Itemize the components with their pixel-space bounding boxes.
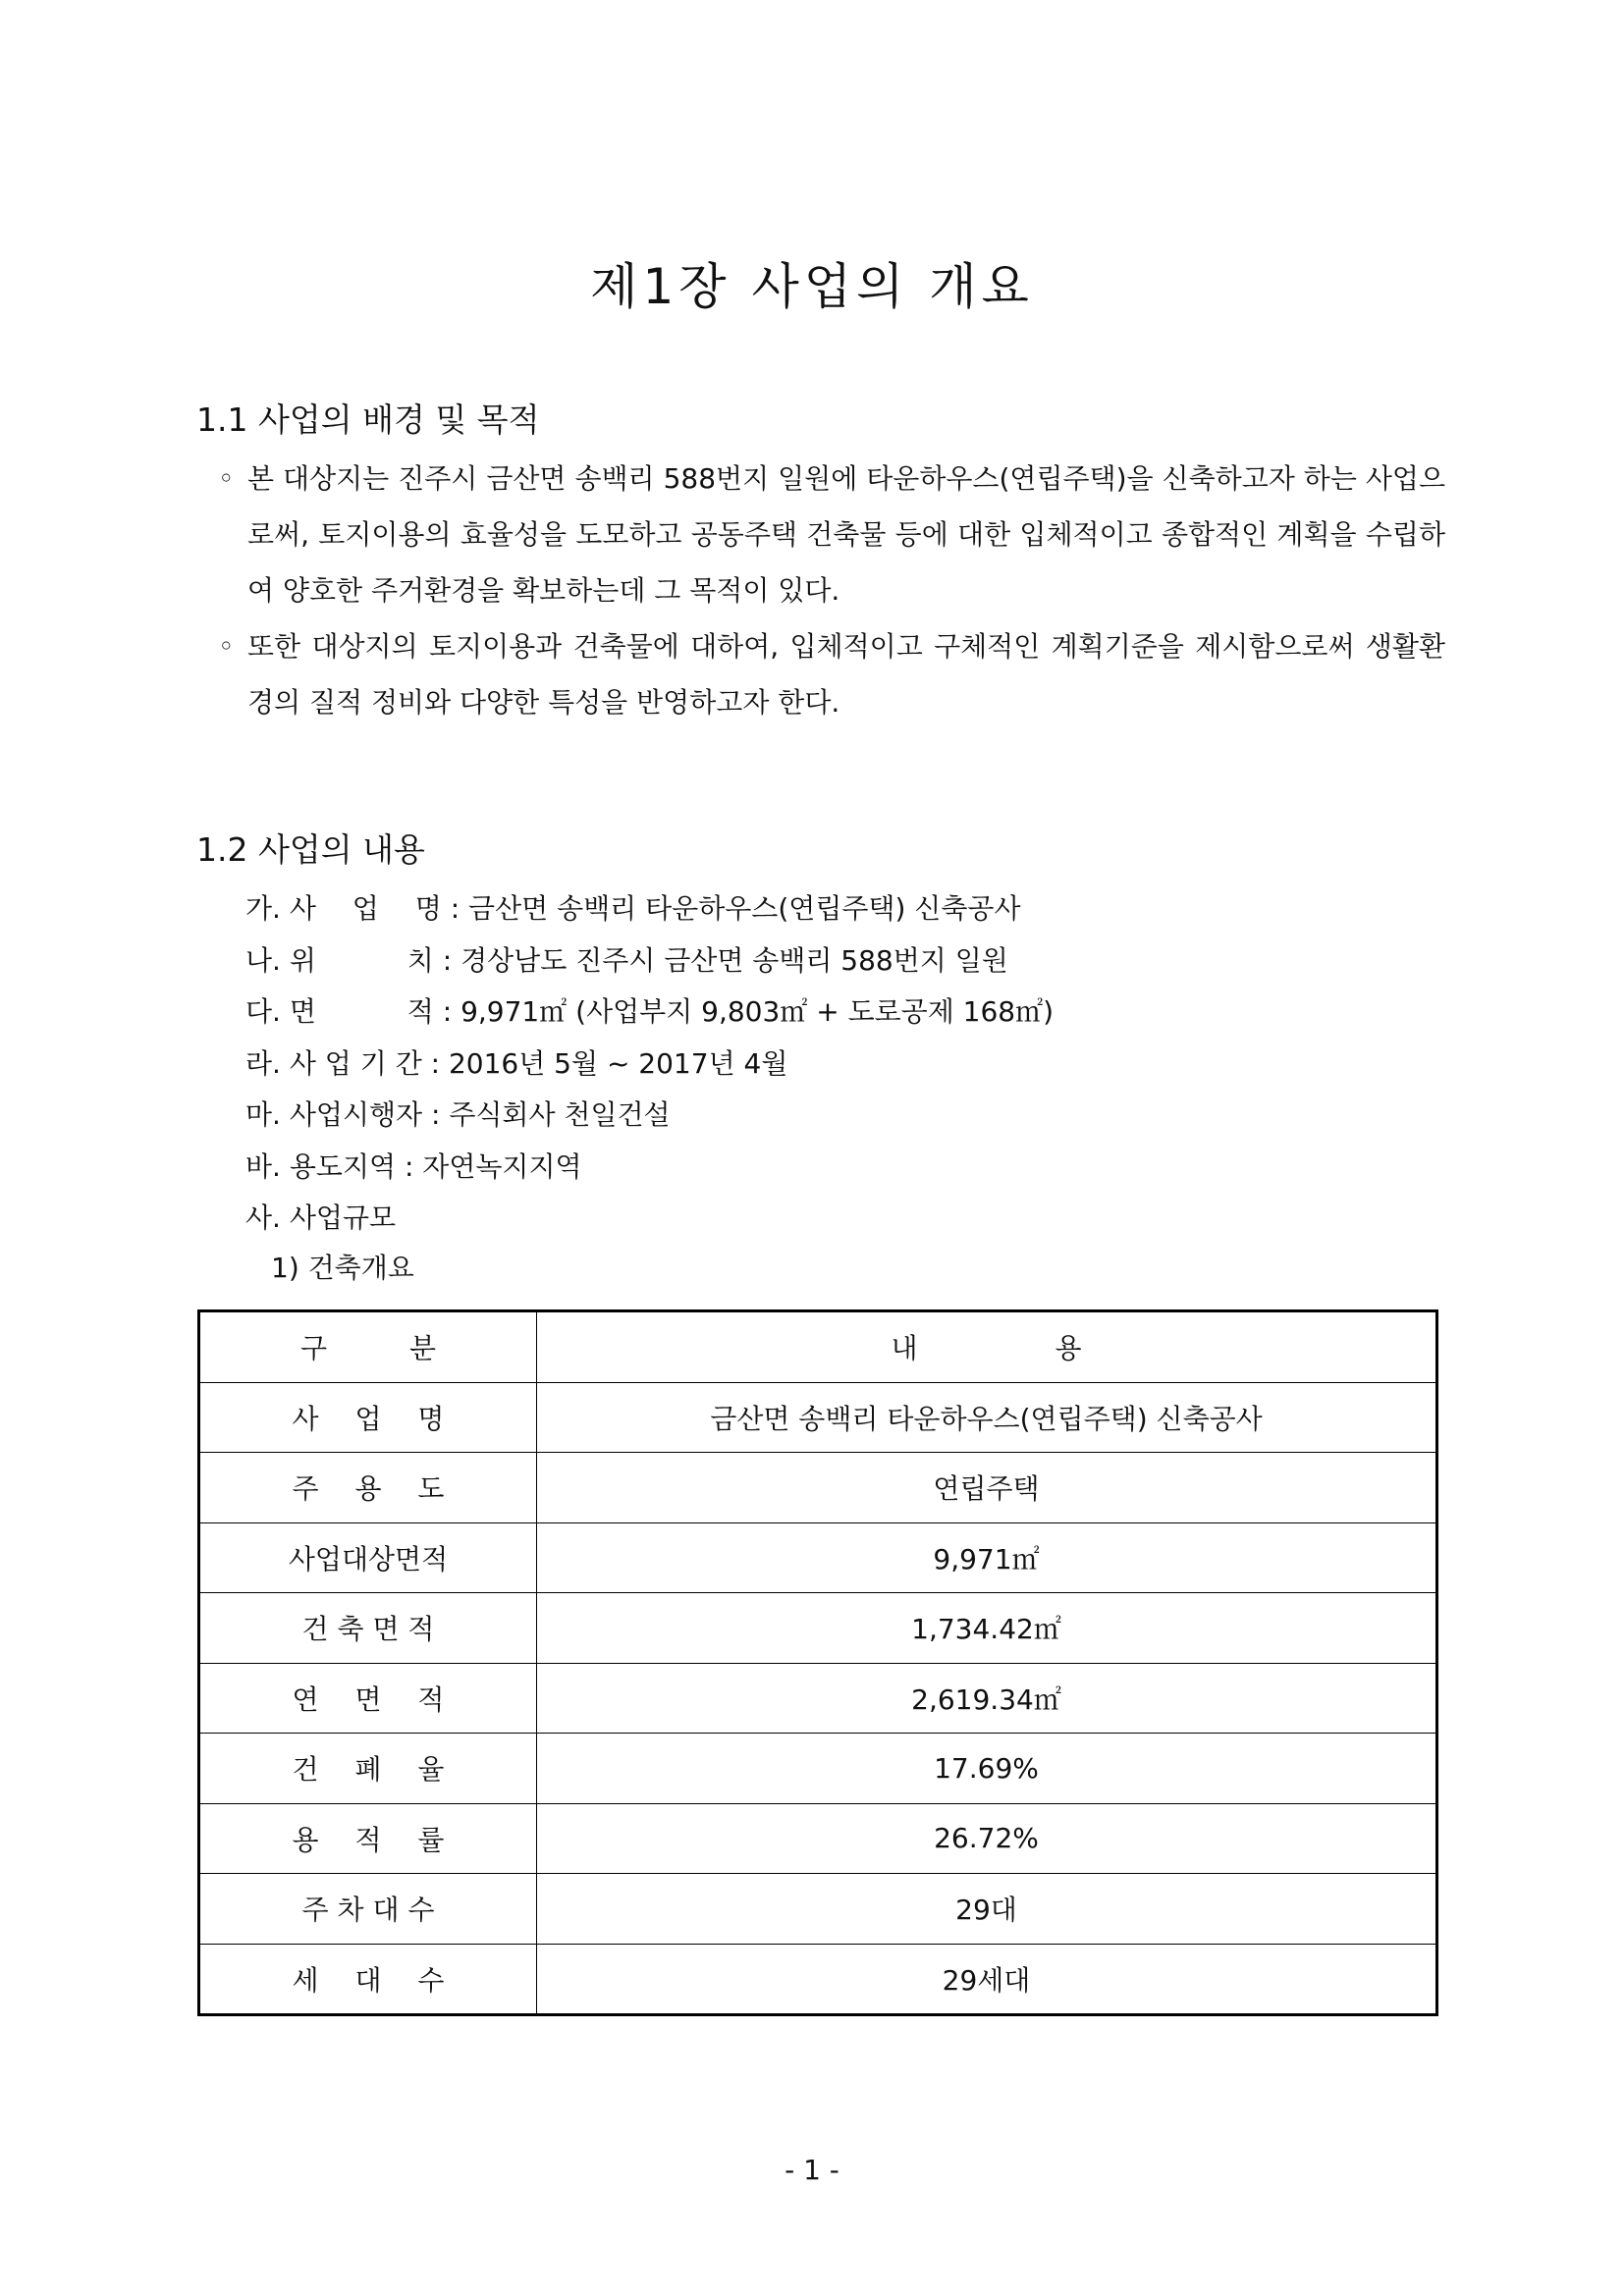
row-value: 17.69%: [537, 1734, 1437, 1804]
list-item: 나. 위 치 : 경상남도 진주시 금산면 송백리 588번지 일원: [245, 943, 1008, 977]
bullet-paragraph: [218, 618, 1445, 730]
table-row: [199, 1663, 1437, 1734]
list-item: 다. 면 적 : 9,971㎡ (사업부지 9,803㎡ + 도로공제 168㎡): [245, 995, 1055, 1028]
header-cell: 내 용: [537, 1311, 1437, 1383]
list-item: 바. 용도지역 : 자연녹지지역: [245, 1149, 582, 1183]
row-label: 건 폐 율: [199, 1734, 537, 1804]
table-row: [199, 1734, 1437, 1804]
section-2-heading: 1.2 사업의 내용: [196, 830, 425, 869]
header-cell: 구 분: [199, 1311, 537, 1383]
bullet-text: 또한 대상지의 토지이용과 건축물에 대하여, 입체적이고 구체적인 계획기준을 제시함으로써 생활환경의 질적 정비와 다양한 특성을 반영하고자 한다.: [247, 630, 1445, 719]
bullet-paragraph: [218, 451, 1445, 618]
row-label: 사업대상면적: [199, 1522, 537, 1593]
table-row: [199, 1874, 1437, 1945]
row-value: 26.72%: [537, 1803, 1437, 1874]
row-value: 9,971㎡: [537, 1522, 1437, 1593]
row-value: 1,734.42㎡: [537, 1593, 1437, 1664]
row-value: 29대: [537, 1874, 1437, 1945]
row-value: 금산면 송백리 타운하우스(연립주택) 신축공사: [537, 1382, 1437, 1453]
bullet-text: 본 대상지는 진주시 금산면 송백리 588번지 일원에 타운하우스(연립주택)을 신축하고자 하는 사업으로써, 토지이용의 효율성을 도모하고 공동주택 건축물 등에 대한 입체적이고 종합적인 계획을 수립하여 양호한 주거환경을 확보하는데 그 목적이 있다.: [247, 462, 1445, 607]
list-item: 사. 사업규모: [245, 1201, 397, 1234]
row-label: 연 면 적: [199, 1663, 537, 1734]
row-label: 건 축 면 적: [199, 1593, 537, 1664]
page-number: - 1 -: [785, 2154, 839, 2186]
chapter-title: 제1장 사업의 개요: [590, 258, 1034, 315]
project-details-list: [245, 883, 1054, 1245]
table-row: [199, 1382, 1437, 1453]
table-header-row: [199, 1311, 1437, 1383]
row-value: 연립주택: [537, 1453, 1437, 1523]
table-row: [199, 1803, 1437, 1874]
table-caption: 1) 건축개요: [271, 1252, 414, 1284]
row-label: 사 업 명: [199, 1382, 537, 1453]
bullet-mark: ◦: [218, 462, 235, 495]
section-1-heading: 1.1 사업의 배경 및 목적: [196, 400, 540, 439]
section-1-body: [218, 451, 1445, 730]
row-value: 2,619.34㎡: [537, 1663, 1437, 1734]
table-row: [199, 1944, 1437, 2015]
row-label: 주 차 대 수: [199, 1874, 537, 1945]
row-value: 29세대: [537, 1944, 1437, 2015]
list-item: 마. 사업시행자 : 주식회사 천일건설: [245, 1098, 671, 1131]
building-summary-table: [197, 1309, 1438, 2016]
table-row: [199, 1453, 1437, 1523]
table-row: [199, 1593, 1437, 1664]
list-item: 가. 사 업 명 : 금산면 송백리 타운하우스(연립주택) 신축공사: [245, 892, 1021, 925]
bullet-mark: ◦: [218, 630, 235, 663]
row-label: 세 대 수: [199, 1944, 537, 2015]
row-label: 용 적 률: [199, 1803, 537, 1874]
table-row: [199, 1522, 1437, 1593]
list-item: 라. 사 업 기 간 : 2016년 5월 ~ 2017년 4월: [245, 1046, 788, 1080]
row-label: 주 용 도: [199, 1453, 537, 1523]
